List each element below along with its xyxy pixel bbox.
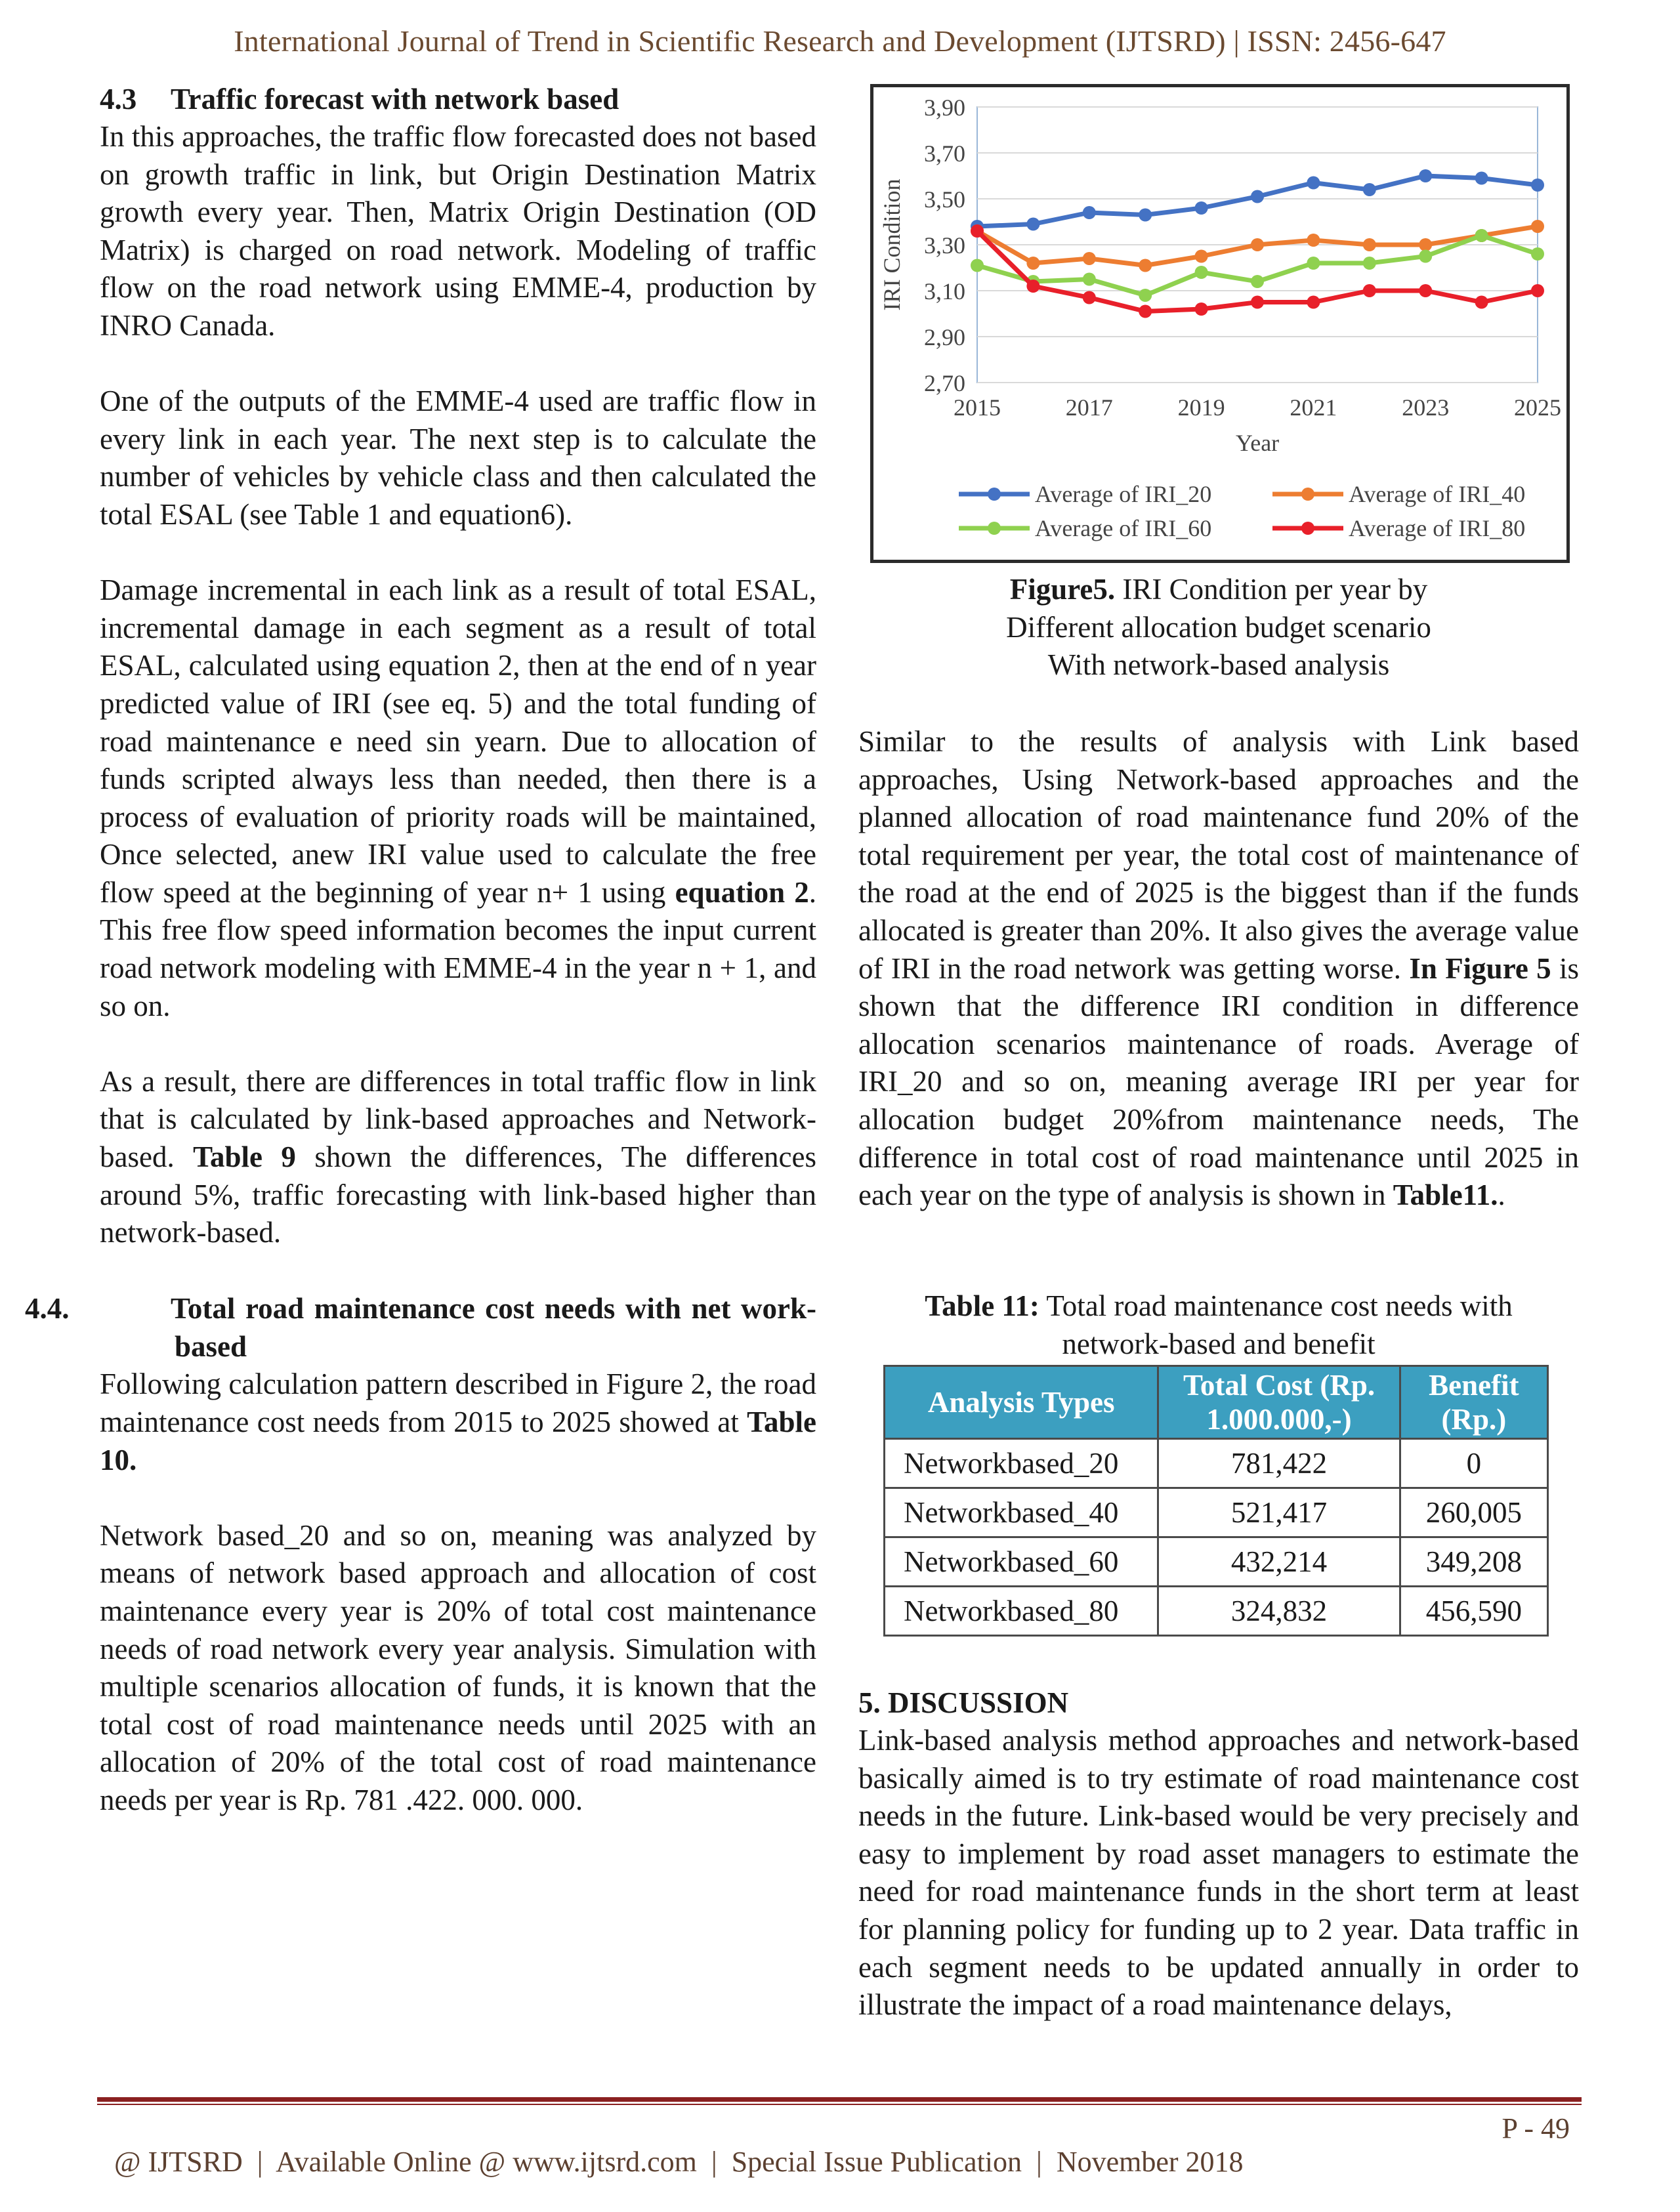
- data-point: [1307, 296, 1320, 309]
- table-cell: Networkbased_60: [885, 1537, 1158, 1587]
- data-point: [1531, 284, 1544, 297]
- data-point: [1419, 169, 1432, 182]
- right-column: [858, 723, 1579, 1215]
- table-cell: 521,417: [1158, 1488, 1400, 1537]
- table-cell: 781,422: [1158, 1439, 1400, 1488]
- legend-label: Average of IRI_40: [1349, 481, 1526, 507]
- table-header-row: [885, 1366, 1548, 1439]
- table-row: [885, 1439, 1548, 1488]
- data-point: [1083, 206, 1096, 219]
- legend-label: Average of IRI_60: [1035, 515, 1212, 541]
- data-point: [1251, 275, 1264, 288]
- page-number: P - 49: [1502, 2112, 1570, 2144]
- legend-marker: [1301, 522, 1314, 535]
- section-4-3-heading: [100, 80, 816, 118]
- footer-divider: [97, 2104, 1582, 2105]
- data-point: [1531, 178, 1544, 192]
- x-tick-label: 2023: [1402, 394, 1450, 421]
- data-point: [1195, 250, 1208, 263]
- data-point: [1251, 190, 1264, 203]
- table-cell: 0: [1400, 1439, 1547, 1488]
- y-tick-label: 3,30: [924, 232, 965, 259]
- paragraph: Link-based analysis method approaches and network-based basically aimed is to try estimate of road maintenance cost needs in the future. Link-based would be very precisely and easy to implement by road asset managers to estimate the need for road maintenance funds in the short term at least for planning policy for funding up to 2 year. Data traffic in each segment needs to be updated annually in order to illustrate the impact of a road maintenance delays,: [858, 1724, 1579, 2022]
- y-tick-label: 2,70: [924, 370, 965, 396]
- cost-table: [883, 1365, 1549, 1637]
- y-tick-label: 3,70: [924, 140, 965, 167]
- paragraph: Network based_20 and so on, meaning was analyzed by means of network based approach and allocation of cost maintenance every year is 20% of total cost maintenance needs of road network every year analysis. Simulation with multiple scenarios allocation of funds, it is known that the total cost of road maintenance needs until 2025 with an allocation of 20% of the total cost of road maintenance needs per year is Rp. 781 .422. 000. 000.: [100, 1518, 816, 1816]
- data-point: [1251, 296, 1264, 309]
- data-point: [1475, 172, 1488, 185]
- data-point: [1251, 238, 1264, 251]
- column-header: Analysis Types: [885, 1366, 1158, 1439]
- data-point: [1139, 259, 1152, 272]
- data-point: [1139, 209, 1152, 222]
- data-point: [1026, 280, 1040, 293]
- footer-text: @ IJTSRD | Available Online @ www.ijtsrd.com | Special Issue Publication | November 2018: [114, 2146, 1244, 2178]
- paragraph: Similar to the results of analysis with Link based approaches, Using Network-based approaches and the planned allocation of road maintenance fund 20% of the total requirement per year, the total cost of maintenance of the road at the end of 2025 is the biggest than if the funds allocated is greater than 20%. It also gives the average value of IRI in the road network was getting worse. In Figure 5 is shown that the difference IRI condition in difference allocation scenarios maintenance of roads. Average of IRI_20 and so on, meaning average IRI per year for allocation budget 20%from maintenance needs, The difference in total cost of road maintenance until 2025 in each year on the type of analysis is shown in Table11..: [858, 725, 1579, 1212]
- data-point: [1419, 238, 1432, 251]
- data-point: [1531, 247, 1544, 261]
- data-point: [1195, 303, 1208, 316]
- figure-caption: Figure5. IRI Condition per year by Different allocation budget scenario With network-based analysis: [1006, 573, 1431, 682]
- table-cell: Networkbased_40: [885, 1488, 1158, 1537]
- data-point: [1363, 257, 1376, 270]
- data-point: [1363, 183, 1376, 196]
- legend-marker: [988, 522, 1001, 535]
- paragraph: In this approaches, the traffic flow forecasted does not based on growth traffic in link, but Origin Destination Matrix growth every year. Then, Matrix Origin Destination (OD Matrix) is charged on road network. Modeling of traffic flow on the road network using EMME-4, production by INRO Canada.: [100, 120, 816, 342]
- y-tick-label: 2,90: [924, 324, 965, 350]
- left-column: [25, 80, 816, 1820]
- section-4-4-heading: [25, 1289, 816, 1366]
- data-point: [971, 259, 984, 272]
- data-point: [1475, 296, 1488, 309]
- data-point: [1026, 218, 1040, 231]
- table-cell: 349,208: [1400, 1537, 1547, 1587]
- section-title: Traffic forecast with network based: [171, 83, 620, 115]
- section-number: 4.3: [100, 83, 137, 115]
- data-point: [971, 224, 984, 238]
- journal-header: International Journal of Trend in Scientific Research and Development (IJTSRD) | ISSN: 2456-647: [234, 24, 1446, 58]
- table-cell: 260,005: [1400, 1488, 1547, 1537]
- data-point: [1195, 201, 1208, 215]
- x-axis-label: Year: [1235, 430, 1280, 456]
- table-caption: Table 11: Total road maintenance cost needs with network-based and benefit: [925, 1289, 1513, 1360]
- data-point: [1139, 305, 1152, 318]
- x-tick-label: 2019: [1177, 394, 1225, 421]
- table-cell: Networkbased_80: [885, 1587, 1158, 1636]
- data-point: [1195, 266, 1208, 279]
- column-header: Total Cost (Rp. 1.000.000,-): [1158, 1366, 1400, 1439]
- footer-divider: [97, 2097, 1582, 2102]
- y-tick-label: 3,90: [924, 94, 965, 121]
- table-row: [885, 1488, 1548, 1537]
- section-number: 4.4.: [25, 1292, 70, 1325]
- x-tick-label: 2021: [1290, 394, 1337, 421]
- data-point: [1531, 220, 1544, 233]
- section-5-heading: 5. DISCUSSION: [858, 1686, 1069, 1719]
- legend-label: Average of IRI_20: [1035, 481, 1212, 507]
- page-footer: [100, 2112, 1570, 2212]
- table-cell: 324,832: [1158, 1587, 1400, 1636]
- table-cell: 456,590: [1400, 1587, 1547, 1636]
- data-point: [1307, 257, 1320, 270]
- data-point: [1363, 284, 1376, 297]
- paragraph: One of the outputs of the EMME-4 used are traffic flow in every link in each year. The next step is to calculate the number of vehicles by vehicle class and then calculated the total ESAL (see Table 1 and equation6).: [100, 385, 816, 531]
- figure-5-chart: [870, 84, 1570, 563]
- section-title: Total road maintenance cost needs with net work- based: [171, 1292, 816, 1364]
- data-point: [1307, 177, 1320, 190]
- x-tick-label: 2017: [1065, 394, 1113, 421]
- data-point: [1419, 250, 1432, 263]
- line-chart: [873, 87, 1566, 560]
- table-cell: Networkbased_20: [885, 1439, 1158, 1488]
- y-tick-label: 3,10: [924, 278, 965, 304]
- discussion-section: [858, 1684, 1579, 2024]
- paragraph: Following calculation pattern described in Figure 2, the road maintenance cost needs from 2015 to 2025 showed at Table 10.: [100, 1367, 816, 1476]
- paragraph: As a result, there are differences in total traffic flow in link that is calculated by link-based approaches and Network-based. Table 9 shown the differences, The differences around 5%, traffic forecasting with link-based higher than network-based.: [100, 1064, 816, 1249]
- data-point: [1475, 229, 1488, 242]
- data-point: [1083, 291, 1096, 304]
- data-point: [1083, 273, 1096, 286]
- x-tick-label: 2015: [954, 394, 1001, 421]
- table-cell: 432,214: [1158, 1537, 1400, 1587]
- legend-marker: [1301, 488, 1314, 501]
- y-axis-label: IRI Condition: [879, 178, 905, 311]
- data-point: [1419, 284, 1432, 297]
- table-row: [885, 1537, 1548, 1587]
- x-tick-label: 2025: [1514, 394, 1561, 421]
- data-point: [1307, 234, 1320, 247]
- data-point: [1139, 289, 1152, 302]
- y-tick-label: 3,50: [924, 186, 965, 213]
- table-row: [885, 1587, 1548, 1636]
- data-point: [1026, 257, 1040, 270]
- data-point: [1363, 238, 1376, 251]
- paragraph: Damage incremental in each link as a result of total ESAL, incremental damage in each segment as a result of total ESAL, calculated using equation 2, then at the end of n year predicted value of IRI (see eq. 5) and the total funding of road maintenance e need sin yearn. Due to allocation of funds scripted always less than needed, then there is a process of evaluation of priority roads will be maintained, Once selected, anew IRI value used to calculate the free flow speed at the beginning of year n+ 1 using equation 2. This free flow speed information becomes the input current road network modeling with EMME-4 in the year n + 1, and so on.: [100, 574, 816, 1022]
- legend-marker: [988, 488, 1001, 501]
- legend-label: Average of IRI_80: [1349, 515, 1526, 541]
- data-point: [1083, 252, 1096, 265]
- column-header: Benefit (Rp.): [1400, 1366, 1547, 1439]
